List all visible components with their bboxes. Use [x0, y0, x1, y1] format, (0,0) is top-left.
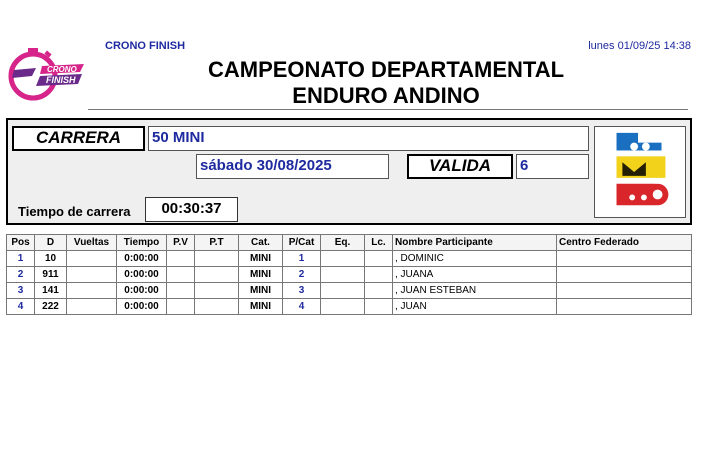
cell-pcat: 4	[283, 299, 321, 315]
col-eq: Eq.	[321, 235, 365, 251]
cell-eq	[321, 267, 365, 283]
crono-finish-logo	[6, 42, 86, 104]
header-divider	[88, 109, 688, 110]
col-cat: Cat.	[239, 235, 283, 251]
col-vueltas: Vueltas	[67, 235, 117, 251]
race-info-panel	[6, 118, 692, 225]
page-subtitle: ENDURO ANDINO	[292, 83, 480, 108]
cell-vueltas	[67, 267, 117, 283]
col-pcat: P/Cat	[283, 235, 321, 251]
cell-pv	[167, 267, 195, 283]
cell-pt	[195, 251, 239, 267]
cell-vueltas	[67, 251, 117, 267]
cell-pcat: 1	[283, 251, 321, 267]
cell-pos: 1	[7, 251, 35, 267]
cell-lc	[365, 283, 393, 299]
cell-pt	[195, 283, 239, 299]
cell-pv	[167, 299, 195, 315]
col-centro: Centro Federado	[557, 235, 692, 251]
cell-centro	[557, 283, 692, 299]
cell-centro	[557, 251, 692, 267]
cell-d: 141	[35, 283, 67, 299]
cell-vueltas	[67, 283, 117, 299]
cell-nombre: , DOMINIC	[393, 251, 557, 267]
cell-tiempo: 0:00:00	[117, 299, 167, 315]
print-datetime: lunes 01/09/25 14:38	[588, 40, 691, 52]
cell-eq	[321, 299, 365, 315]
cell-pt	[195, 299, 239, 315]
cell-nombre: , JUAN	[393, 299, 557, 315]
cell-pos: 4	[7, 299, 35, 315]
table-row	[7, 267, 692, 283]
cell-pv	[167, 251, 195, 267]
carrera-label: CARRERA	[12, 126, 145, 151]
cell-pv	[167, 283, 195, 299]
col-pv: P.V	[167, 235, 195, 251]
cell-cat: MINI	[239, 251, 283, 267]
cell-nombre: , JUANA	[393, 267, 557, 283]
cell-centro	[557, 267, 692, 283]
table-row	[7, 251, 692, 267]
cell-cat: MINI	[239, 267, 283, 283]
valida-label: VALIDA	[407, 154, 513, 179]
cell-d: 10	[35, 251, 67, 267]
svg-text:CRONO: CRONO	[47, 65, 77, 74]
league-logo	[594, 126, 686, 218]
cell-lc	[365, 251, 393, 267]
table-row	[7, 299, 692, 315]
cell-cat: MINI	[239, 283, 283, 299]
cell-pcat: 3	[283, 283, 321, 299]
svg-text:FINISH: FINISH	[46, 75, 76, 85]
cell-pcat: 2	[283, 267, 321, 283]
col-dorsal: D	[35, 235, 67, 251]
page-title: CAMPEONATO DEPARTAMENTAL	[207, 57, 565, 82]
cell-eq	[321, 251, 365, 267]
brand-name: CRONO FINISH	[105, 40, 186, 52]
cell-lc	[365, 299, 393, 315]
table-header-row	[7, 235, 692, 251]
col-pt: P.T	[195, 235, 239, 251]
cell-nombre: , JUAN ESTEBAN	[393, 283, 557, 299]
cell-cat: MINI	[239, 299, 283, 315]
valida-value: 6	[516, 154, 589, 179]
tiempo-label: Tiempo de carrera	[18, 204, 131, 219]
col-lc: Lc.	[365, 235, 393, 251]
cell-centro	[557, 299, 692, 315]
cell-eq	[321, 283, 365, 299]
table-row	[7, 283, 692, 299]
cell-d: 222	[35, 299, 67, 315]
cell-tiempo: 0:00:00	[117, 267, 167, 283]
col-tiempo: Tiempo	[117, 235, 167, 251]
cell-vueltas	[67, 299, 117, 315]
cell-pt	[195, 267, 239, 283]
cell-pos: 3	[7, 283, 35, 299]
col-pos: Pos	[7, 235, 35, 251]
results-table	[6, 234, 692, 315]
cell-pos: 2	[7, 267, 35, 283]
race-date: sábado 30/08/2025	[196, 154, 389, 179]
cell-lc	[365, 267, 393, 283]
col-nombre: Nombre Participante	[393, 235, 557, 251]
race-time: 00:30:37	[145, 197, 238, 222]
cell-d: 911	[35, 267, 67, 283]
cell-tiempo: 0:00:00	[117, 283, 167, 299]
carrera-value: 50 MINI	[148, 126, 589, 151]
cell-tiempo: 0:00:00	[117, 251, 167, 267]
